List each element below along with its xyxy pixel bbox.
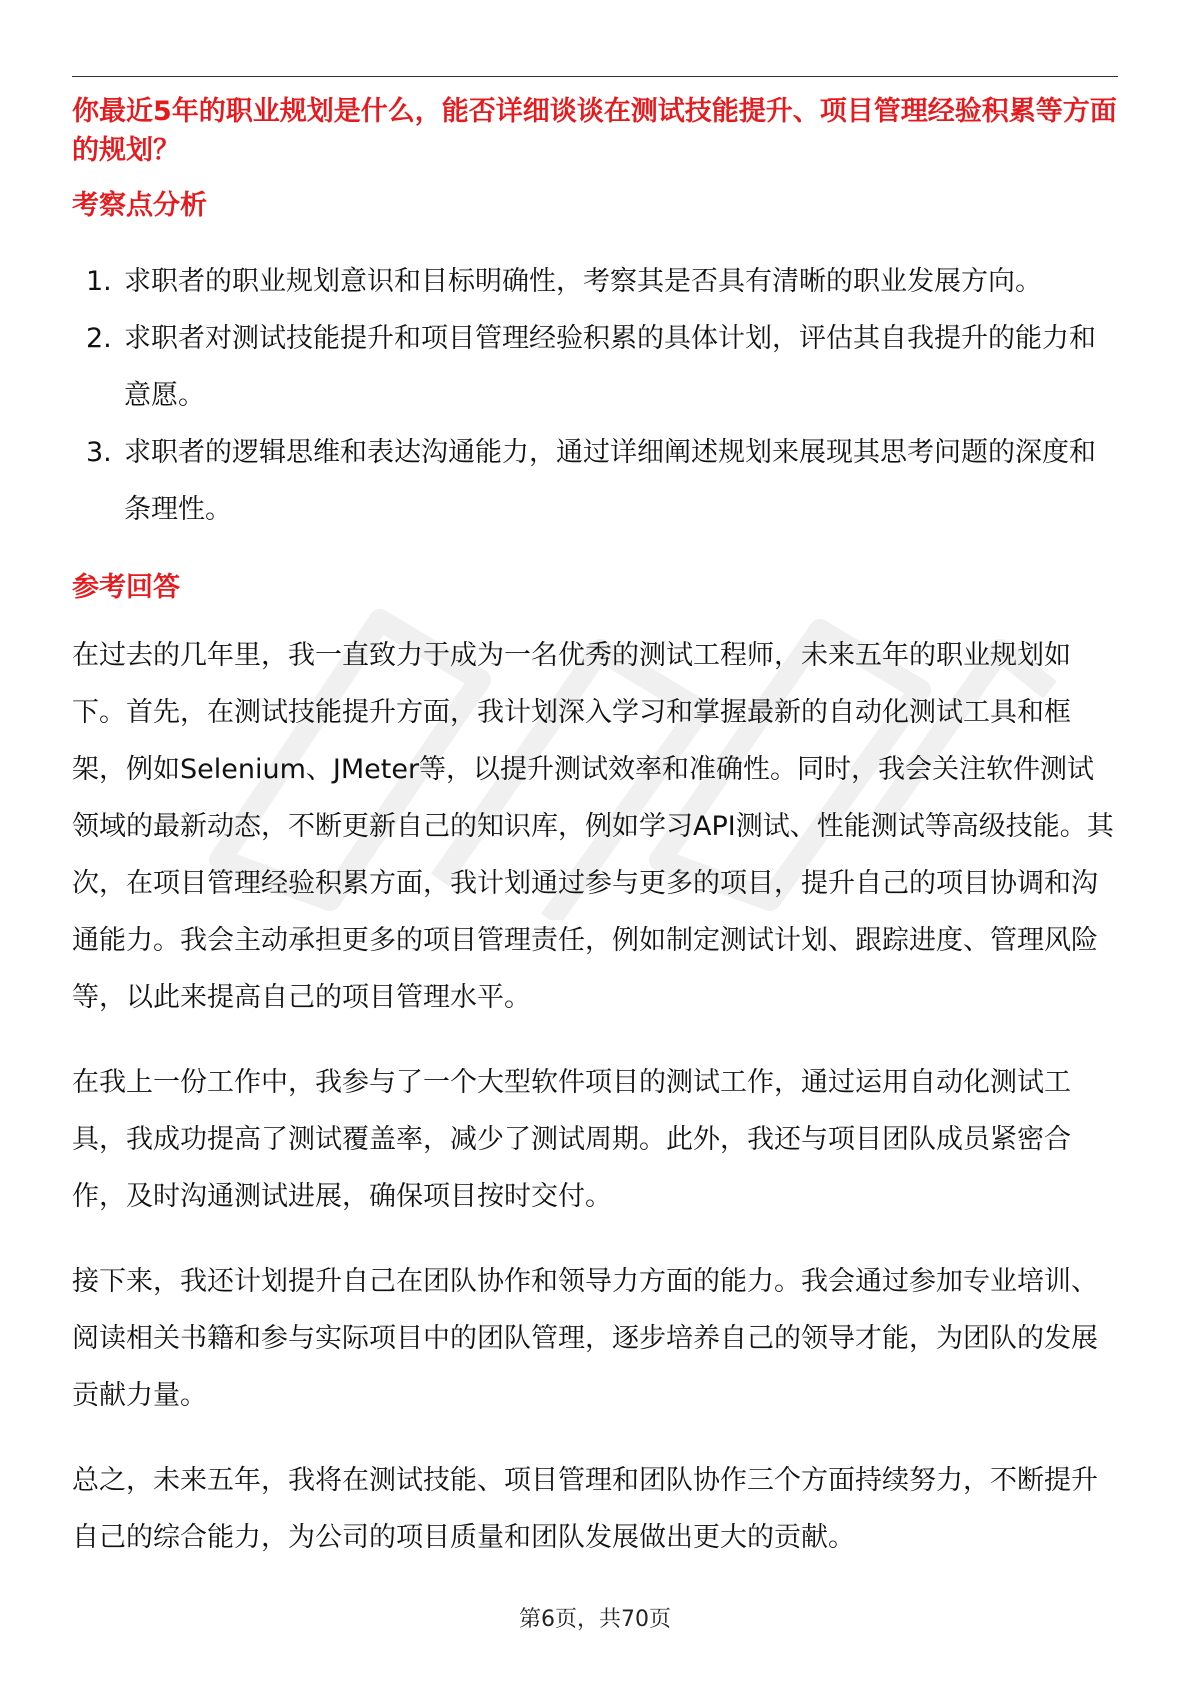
answer-paragraph: 总之，未来五年，我将在测试技能、项目管理和团队协作三个方面持续努力，不断提升自己的综合能力，为公司的项目质量和团队发展做出更大的贡献。 — [72, 1465, 1098, 1553]
answer-paragraph: 在过去的几年里，我一直致力于成为一名优秀的测试工程师，未来五年的职业规划如下。首先，在测试技能提升方面，我计划深入学习和掌握最新的自动化测试工具和框架，例如Selenium、JMeter等，以提升测试效率和准确性。同时，我会关注软件测试领域的最新动态，不断更新自己的知识库，例如学习API测试、性能测试等高级技能。其次，在项目管理经验积累方面，我计划通过参与更多的项目，提升自己的项目协调和沟通能力。我会主动承担更多的项目管理责任，例如制定测试计划、跟踪进度、管理风险等，以此来提高自己的项目管理水平。 — [72, 640, 1114, 1013]
list-item — [72, 310, 1118, 424]
list-item — [72, 424, 1118, 538]
list-text: 求职者的逻辑思维和表达沟通能力，通过详细阐述规划来展现其思考问题的深度和条理性。 — [124, 437, 1096, 525]
answer-paragraph: 接下来，我还计划提升自己在团队协作和领导力方面的能力。我会通过参加专业培训、阅读相关书籍和参与实际项目中的团队管理，逐步培养自己的领导才能，为团队的发展贡献力量。 — [72, 1266, 1098, 1411]
document-body — [72, 92, 1118, 1566]
analysis-list — [72, 253, 1118, 538]
list-number: 3. — [86, 437, 112, 468]
list-text: 求职者对测试技能提升和项目管理经验积累的具体计划，评估其自我提升的能力和意愿。 — [124, 323, 1096, 411]
list-item — [72, 253, 1118, 310]
list-number: 1. — [86, 266, 112, 297]
analysis-title: 考察点分析 — [72, 190, 207, 221]
list-number: 2. — [86, 323, 112, 354]
answer-title: 参考回答 — [72, 572, 180, 603]
top-divider — [72, 76, 1118, 77]
answer-paragraph: 在我上一份工作中，我参与了一个大型软件项目的测试工作，通过运用自动化测试工具，我成功提高了测试覆盖率，减少了测试周期。此外，我还与项目团队成员紧密合作，及时沟通测试进展，确保项目按时交付。 — [72, 1067, 1071, 1212]
page-number: 第6页，共70页 — [519, 1607, 671, 1632]
list-text: 求职者的职业规划意识和目标明确性，考察其是否具有清晰的职业发展方向。 — [124, 266, 1042, 297]
question-heading: 你最近5年的职业规划是什么，能否详细谈谈在测试技能提升、项目管理经验积累等方面的规划？ — [72, 96, 1117, 166]
